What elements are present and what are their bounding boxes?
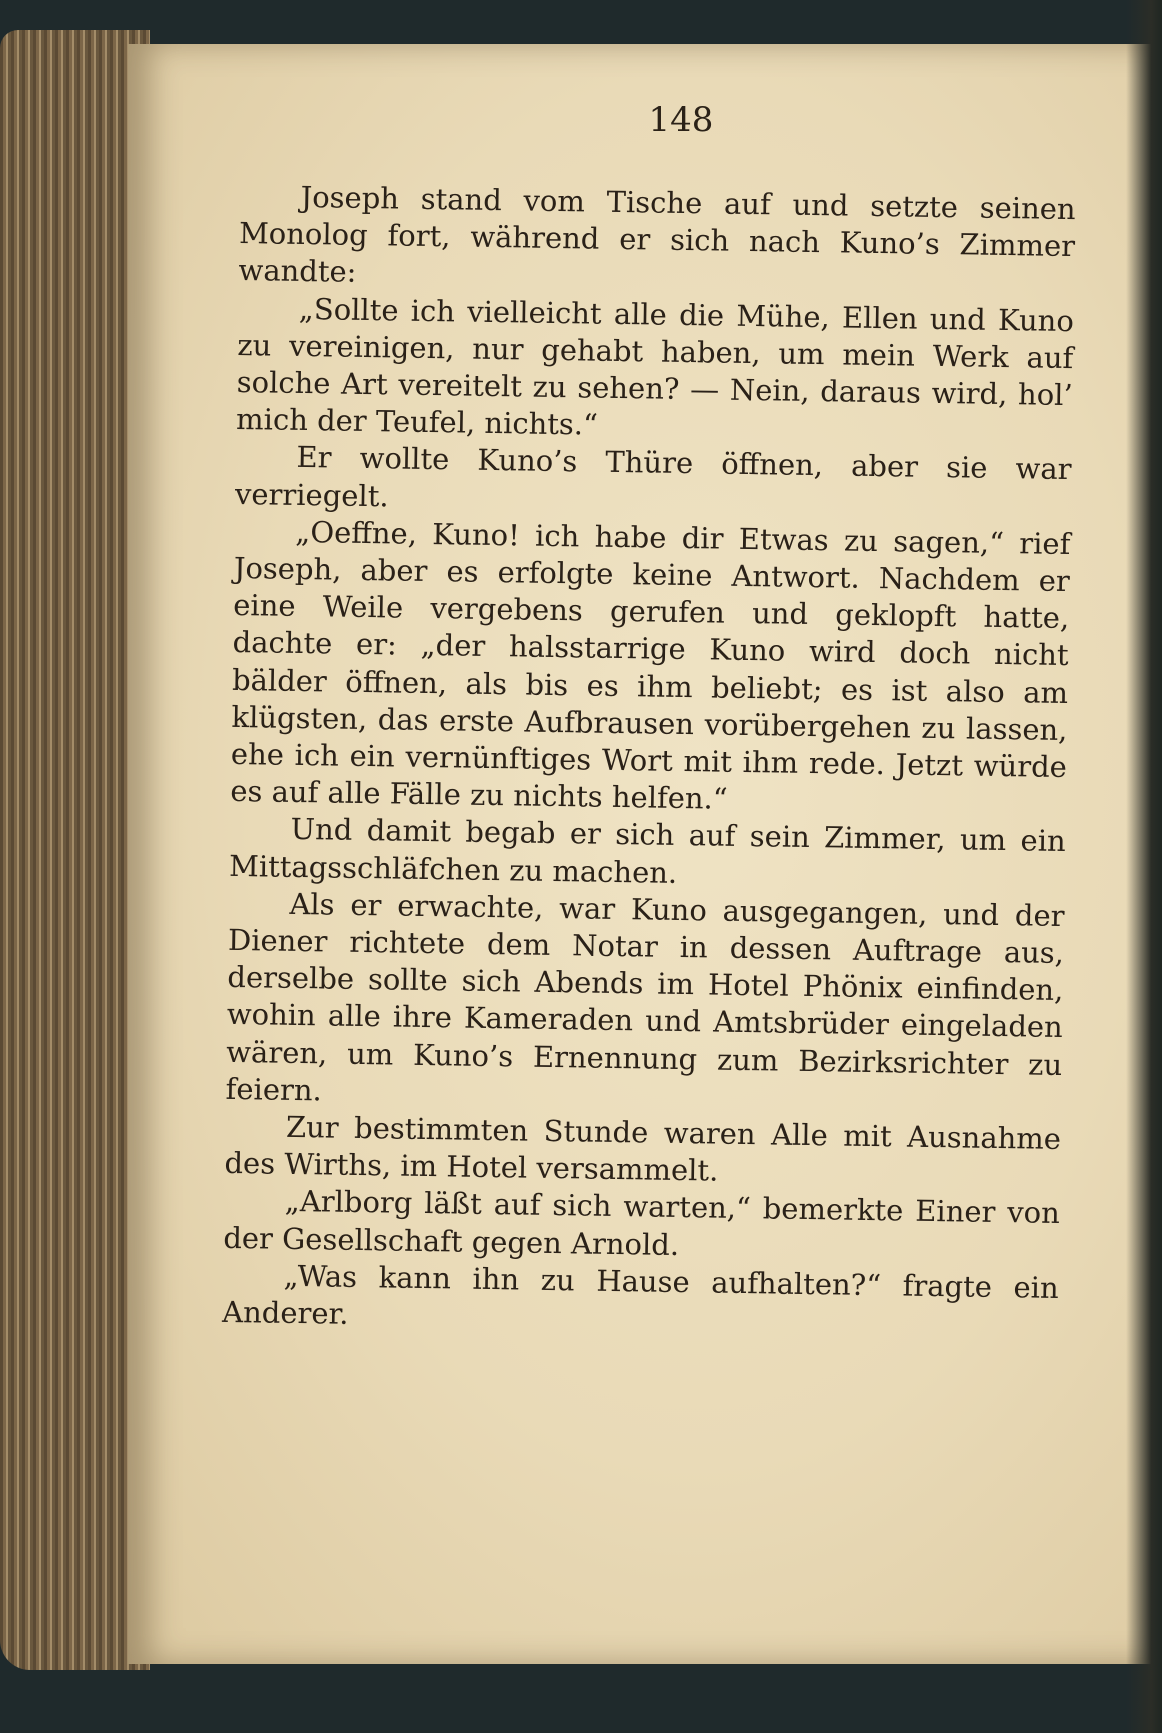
paragraph: „Was kann ihn zu Hause aufhalten?“ fragte ein Anderer. xyxy=(221,1258,1059,1331)
body-text xyxy=(222,178,1076,1344)
paragraph: Und damit begab er sich auf sein Zimmer, um ein Mittagsschläfchen zu machen. xyxy=(228,812,1066,890)
paragraph: „Oeffne, Kuno! ich habe dir Etwas zu sagen,“ rief Joseph, aber es erfolgte keine Antwort. Nachdem er eine Weile vergebens gerufen und geklopft hatte, dachte er: „der halsstarrige Kuno wird doch nicht bälder öffnen, als bis es ihm beliebt; es ist also am klügsten, das erste Aufbrausen vorübergehen zu lassen, ehe ich ein vernünftiges Wort mit ihm rede. Jetzt würde es auf alle Fälle zu nichts helfen.“ xyxy=(230,514,1071,816)
paragraph: „Arlborg läßt auf sich warten,“ bemerkte Einer von der Gesellschaft gegen Arnold. xyxy=(223,1184,1061,1262)
paragraph: „Sollte ich vielleicht alle die Mühe, Ellen und Kuno zu vereinigen, nur gehabt haben, um mein Werk auf solche Art vereitelt zu sehen? — Nein, daraus wird, hol’ mich der Teufel, nichts.“ xyxy=(235,291,1075,442)
page-number: 148 xyxy=(648,100,714,140)
paragraph: Zur bestimmten Stunde waren Alle mit Ausnahme des Wirths, im Hotel versammelt. xyxy=(224,1109,1062,1188)
paragraph: Als er erwachte, war Kuno ausgegangen, und der Diener richtete dem Notar in dessen Auftrage aus, derselbe sollte sich Abends im Hotel Phönix einfinden, wohin alle ihre Kameraden und Amtsbrüder eingeladen wären, um Kuno’s Ernennung zum Bezirksrichter zu feiern. xyxy=(225,886,1065,1108)
paragraph: Joseph stand vom Tische auf und setzte seinen Monolog fort, während er sich nach Kuno’s Zimmer wandte: xyxy=(238,179,1076,290)
binding-shadow xyxy=(1126,0,1162,1733)
paragraph: Er wollte Kuno’s Thüre öffnen, aber sie war verriegelt. xyxy=(234,440,1072,513)
